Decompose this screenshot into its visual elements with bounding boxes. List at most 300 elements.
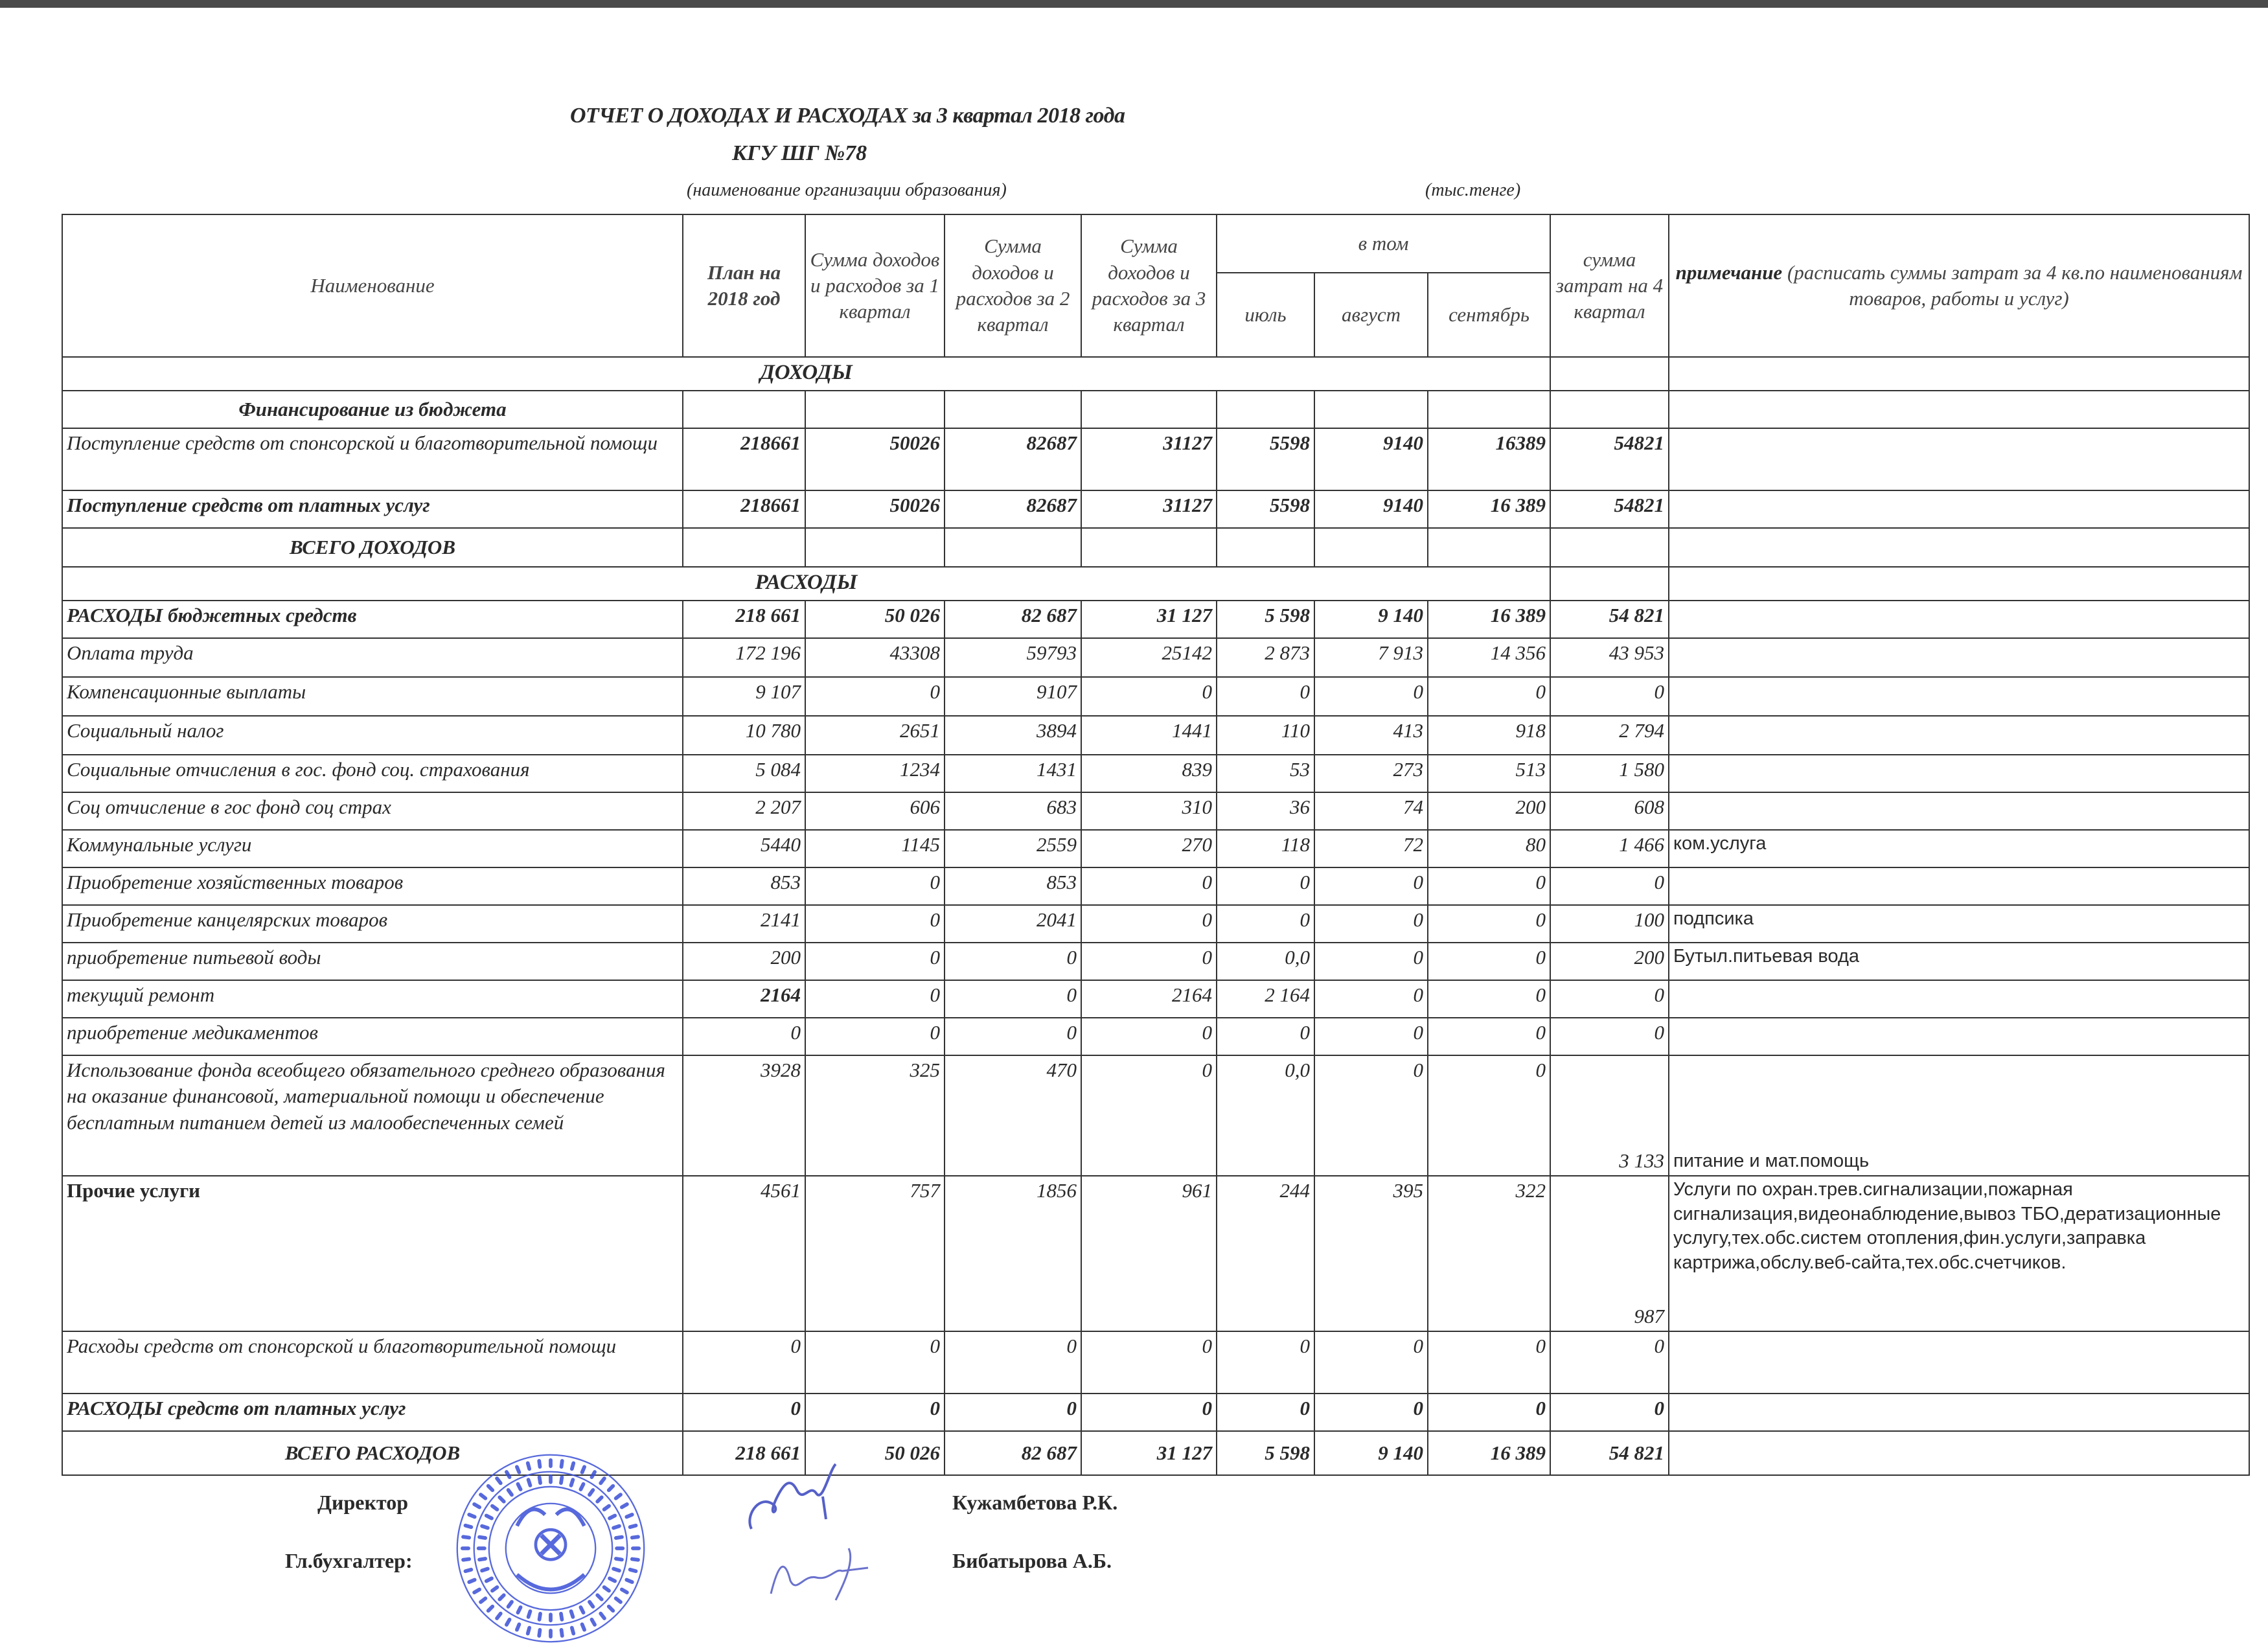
stamp-inner-ring (489, 1487, 612, 1610)
cell-q1: 50026 (805, 428, 945, 490)
cell-q4: 2 794 (1550, 716, 1669, 755)
row-note: ком.услуга (1669, 830, 2249, 867)
stamp-letter-mark (561, 1614, 562, 1620)
row-note: питание и мат.помощь (1669, 1055, 2249, 1176)
cell-q4: 54 821 (1550, 1431, 1669, 1475)
cell-q1: 43308 (805, 638, 945, 677)
table-row (62, 1018, 2249, 1055)
stamp-letter-mark (609, 1486, 613, 1491)
row-name: РАСХОДЫ бюджетных средств (62, 601, 683, 638)
stamp-letter-mark (463, 1559, 469, 1560)
section-q4-cell (1550, 567, 1669, 601)
cell-q1: 0 (805, 1394, 945, 1431)
row-name: Коммунальные услуги (62, 830, 683, 867)
cell-sep: 0 (1428, 1018, 1550, 1055)
stamp-letter-mark (604, 1506, 609, 1509)
cell-q3: 0 (1081, 867, 1217, 905)
cell-aug: 9 140 (1314, 601, 1428, 638)
header-note (1669, 214, 2249, 357)
units-label: (тыс.тенге) (1425, 180, 1521, 200)
cell-q3 (1081, 391, 1217, 428)
row-note (1669, 601, 2249, 638)
scan-edge (0, 0, 2268, 8)
accountant-label: Гл.бухгалтер: (285, 1549, 413, 1572)
cell-sep: 0 (1428, 905, 1550, 943)
cell-sep: 918 (1428, 716, 1550, 755)
section-row-expenses (62, 567, 2249, 601)
row-name: РАСХОДЫ средств от платных услуг (62, 1394, 683, 1431)
cell-aug (1314, 391, 1428, 428)
stamp-letter-mark (539, 1630, 540, 1636)
cell-q2: 9107 (945, 677, 1081, 716)
cell-jul: 0 (1217, 905, 1314, 943)
row-note (1669, 638, 2249, 677)
row-note (1669, 428, 2249, 490)
section-note-cell (1669, 567, 2249, 601)
stamp-letter-mark (488, 1486, 493, 1491)
cell-q3: 839 (1081, 755, 1217, 792)
section-title: РАСХОДЫ (62, 567, 1550, 601)
cell-q4: 200 (1550, 943, 1669, 980)
cell-jul: 36 (1217, 792, 1314, 830)
stamp-letter-mark (561, 1477, 562, 1483)
cell-plan: 200 (683, 943, 805, 980)
cell-q3: 2164 (1081, 980, 1217, 1018)
stamp-letter-mark (474, 1589, 479, 1592)
stamp-letter-mark (601, 1478, 604, 1483)
stamp-letter-mark (517, 1467, 520, 1472)
stamp-letter-mark (613, 1569, 619, 1571)
cell-q2: 82687 (945, 490, 1081, 528)
stamp-emblem-cross (542, 1535, 560, 1554)
stamp-letter-mark (507, 1620, 510, 1625)
cell-q3: 31127 (1081, 428, 1217, 490)
table-row (62, 830, 2249, 867)
cell-q2: 1431 (945, 755, 1081, 792)
table-row (62, 792, 2249, 830)
cell-aug: 395 (1314, 1176, 1428, 1331)
cell-q4: 54821 (1550, 428, 1669, 490)
cell-q2: 683 (945, 792, 1081, 830)
stamp-letter-mark (518, 1484, 520, 1489)
cell-jul: 244 (1217, 1176, 1314, 1331)
cell-aug: 0 (1314, 1018, 1428, 1055)
stamp-letter-mark (572, 1628, 573, 1634)
stamp-letter-mark (497, 1478, 501, 1483)
stamp-emblem-wings (517, 1509, 584, 1526)
stamp-letter-mark (499, 1497, 504, 1502)
table-row (62, 716, 2249, 755)
stamp-letter-mark (539, 1461, 540, 1467)
section-q4-cell (1550, 357, 1669, 391)
table-row (62, 391, 2249, 428)
cell-q2: 0 (945, 1018, 1081, 1055)
row-name: Соц отчисление в гос фонд соц страх (62, 792, 683, 830)
cell-q2: 0 (945, 943, 1081, 980)
stamp-letter-mark (630, 1570, 636, 1571)
cell-sep: 513 (1428, 755, 1550, 792)
cell-sep: 0 (1428, 980, 1550, 1018)
table-row (62, 528, 2249, 567)
table-row (62, 601, 2249, 638)
row-note (1669, 867, 2249, 905)
cell-q3: 31127 (1081, 490, 1217, 528)
cell-q2: 470 (945, 1055, 1081, 1176)
cell-sep (1428, 391, 1550, 428)
cell-jul (1217, 391, 1314, 428)
row-note (1669, 1331, 2249, 1394)
cell-sep: 200 (1428, 792, 1550, 830)
cell-plan: 9 107 (683, 677, 805, 716)
cell-jul: 110 (1217, 716, 1314, 755)
row-note (1669, 1018, 2249, 1055)
cell-aug: 413 (1314, 716, 1428, 755)
header-july: июль (1217, 273, 1314, 357)
header-name: Наименование (62, 214, 683, 357)
cell-jul: 0 (1217, 1394, 1314, 1431)
cell-plan: 2164 (683, 980, 805, 1018)
cell-q2: 0 (945, 1394, 1081, 1431)
organization-name: КГУ ШГ №78 (732, 141, 867, 165)
cell-sep: 16 389 (1428, 490, 1550, 528)
stamp-letter-mark (481, 1495, 485, 1498)
stamp-letter-mark (616, 1495, 621, 1498)
row-note: Услуги по охран.трев.сигнализации,пожарная сигнализация,видеонаблюдение,вывоз ТБО,дератизационные услугу,тех.обс.систем отопления,фин.услуги,заправка картрижа,обслу.веб-сайта,тех.обс.счетчиков. (1669, 1176, 2249, 1331)
cell-sep (1428, 528, 1550, 567)
stamp-letter-mark (488, 1607, 493, 1611)
row-note (1669, 391, 2249, 428)
stamp-letter-mark (481, 1598, 485, 1602)
cell-aug: 74 (1314, 792, 1428, 830)
cell-plan: 2141 (683, 905, 805, 943)
row-name: Компенсационные выплаты (62, 677, 683, 716)
table-row (62, 428, 2249, 490)
row-name: приобретение питьевой воды (62, 943, 683, 980)
row-name: приобретение медикаментов (62, 1018, 683, 1055)
cell-aug: 0 (1314, 980, 1428, 1018)
row-name: ВСЕГО ДОХОДОВ (62, 528, 683, 567)
cell-q1: 0 (805, 867, 945, 905)
cell-q4: 3 133 (1550, 1055, 1669, 1176)
stamp-letter-mark (492, 1587, 497, 1590)
accountant-signature (758, 1535, 881, 1607)
stamp-letter-mark (616, 1598, 621, 1602)
cell-plan (683, 528, 805, 567)
cell-aug: 9 140 (1314, 1431, 1428, 1475)
header-q1: Сумма доходов и расходов за 1 квартал (805, 214, 945, 357)
cell-plan: 218 661 (683, 1431, 805, 1475)
table-row (62, 490, 2249, 528)
stamp-middle-ring (474, 1472, 628, 1625)
stamp-letter-mark (529, 1480, 531, 1486)
cell-q4: 0 (1550, 677, 1669, 716)
header-q2: Сумма доходов и расходов за 2 квартал (945, 214, 1081, 357)
header-note-rest: (расписать суммы затрат за 4 кв.по наименованиям товаров, работы и услуг) (1787, 260, 2243, 310)
cell-jul: 5598 (1217, 428, 1314, 490)
cell-sep: 0 (1428, 1331, 1550, 1394)
stamp-letter-mark (529, 1611, 531, 1617)
row-note (1669, 755, 2249, 792)
cell-q3: 0 (1081, 943, 1217, 980)
cell-q1: 1145 (805, 830, 945, 867)
section-note-cell (1669, 357, 2249, 391)
cell-jul: 2 164 (1217, 980, 1314, 1018)
cell-plan: 218 661 (683, 601, 805, 638)
table-row (62, 905, 2249, 943)
table-row (62, 980, 2249, 1018)
stamp-letter-mark (604, 1587, 609, 1590)
cell-aug: 72 (1314, 830, 1428, 867)
row-name: Приобретение хозяйственных товаров (62, 867, 683, 905)
director-signature (739, 1458, 855, 1535)
row-note: подпсика (1669, 905, 2249, 943)
stamp-letter-mark (580, 1607, 583, 1612)
stamp-letter-mark (465, 1570, 471, 1571)
cell-q4: 1 466 (1550, 830, 1669, 867)
table-row (62, 1055, 2249, 1176)
table-row (62, 1394, 2249, 1431)
stamp-letter-mark (528, 1463, 529, 1469)
cell-jul (1217, 528, 1314, 567)
table-row (62, 638, 2249, 677)
cell-aug: 0 (1314, 1394, 1428, 1431)
stamp-letter-mark (482, 1526, 488, 1528)
organization-caption: (наименование организации образования) (687, 180, 1007, 200)
cell-q4 (1550, 391, 1669, 428)
cell-q1: 1234 (805, 755, 945, 792)
stamp-letter-mark (622, 1504, 627, 1508)
row-name: Расходы средств от спонсорской и благотворительной помощи (62, 1331, 683, 1394)
stamp-letter-mark (610, 1578, 615, 1581)
row-name: текущий ремонт (62, 980, 683, 1018)
cell-q4: 54 821 (1550, 601, 1669, 638)
stamp-letter-mark (597, 1497, 602, 1502)
table-row (62, 1176, 2249, 1331)
stamp-letter-mark (610, 1515, 615, 1518)
cell-q4: 0 (1550, 980, 1669, 1018)
cell-plan: 4561 (683, 1176, 805, 1331)
cell-q2: 82687 (945, 428, 1081, 490)
header-months-group: в том (1217, 214, 1550, 273)
cell-plan: 853 (683, 867, 805, 905)
stamp-letter-mark (580, 1484, 583, 1489)
cell-q1: 0 (805, 943, 945, 980)
stamp-emblem-ring (506, 1504, 595, 1593)
cell-q1: 0 (805, 1018, 945, 1055)
table-row (62, 943, 2249, 980)
row-note: Бутыл.питьевая вода (1669, 943, 2249, 980)
row-name: Использование фонда всеобщего обязательного среднего образования на оказание финансовой, материальной помощи и обеспечение бесплатным питанием детей из малообеспеченных семей (62, 1055, 683, 1176)
stamp-letter-mark (499, 1595, 504, 1600)
cell-aug: 0 (1314, 677, 1428, 716)
cell-aug: 0 (1314, 867, 1428, 905)
row-name: Прочие услуги (62, 1176, 683, 1331)
stamp-letter-mark (590, 1490, 593, 1495)
header-row (62, 214, 2249, 273)
stamp-letter-mark (479, 1537, 485, 1538)
cell-aug: 273 (1314, 755, 1428, 792)
cell-sep: 0 (1428, 943, 1550, 980)
row-name: Социальные отчисления в гос. фонд соц. страхования (62, 755, 683, 792)
cell-q3: 961 (1081, 1176, 1217, 1331)
cell-jul: 118 (1217, 830, 1314, 867)
cell-q3 (1081, 528, 1217, 567)
cell-q1: 757 (805, 1176, 945, 1331)
cell-sep: 0 (1428, 1055, 1550, 1176)
cell-q4 (1550, 528, 1669, 567)
cell-aug: 0 (1314, 1331, 1428, 1394)
cell-q3: 31 127 (1081, 601, 1217, 638)
cell-sep: 322 (1428, 1176, 1550, 1331)
row-note (1669, 716, 2249, 755)
cell-q1: 50 026 (805, 601, 945, 638)
cell-q3: 0 (1081, 677, 1217, 716)
stamp-letter-mark (632, 1559, 638, 1560)
cell-q1: 50 026 (805, 1431, 945, 1475)
stamp-letter-mark (509, 1602, 512, 1607)
cell-q1: 0 (805, 980, 945, 1018)
director-name: Кужамбетова Р.К. (952, 1491, 1118, 1514)
cell-q3: 0 (1081, 905, 1217, 943)
cell-q2: 1856 (945, 1176, 1081, 1331)
row-note (1669, 528, 2249, 567)
cell-q4: 54821 (1550, 490, 1669, 528)
cell-q2: 0 (945, 1331, 1081, 1394)
cell-q3: 1441 (1081, 716, 1217, 755)
cell-q4: 1 580 (1550, 755, 1669, 792)
stamp-letter-mark (601, 1614, 604, 1618)
cell-plan: 10 780 (683, 716, 805, 755)
cell-plan: 218661 (683, 428, 805, 490)
table-row (62, 1331, 2249, 1394)
row-name: Социальный налог (62, 716, 683, 755)
stamp-letter-mark (582, 1467, 585, 1472)
cell-jul: 0 (1217, 1018, 1314, 1055)
cell-jul: 0 (1217, 1331, 1314, 1394)
cell-q3: 0 (1081, 1055, 1217, 1176)
header-q4: сумма затрат на 4 квартал (1550, 214, 1669, 357)
stamp-letter-mark (469, 1515, 474, 1517)
cell-q3: 31 127 (1081, 1431, 1217, 1475)
header-plan: План на 2018 год (683, 214, 805, 357)
cell-aug: 0 (1314, 1055, 1428, 1176)
stamp-letter-mark (507, 1472, 510, 1477)
stamp-letter-mark (613, 1526, 619, 1528)
stamp-letter-mark (487, 1578, 492, 1581)
cell-aug: 0 (1314, 943, 1428, 980)
director-label: Директор (317, 1491, 408, 1514)
cell-plan: 172 196 (683, 638, 805, 677)
cell-plan: 5 084 (683, 755, 805, 792)
cell-plan: 0 (683, 1394, 805, 1431)
accountant-name: Бибатырова А.Б. (952, 1549, 1112, 1572)
stamp-letter-mark (609, 1607, 613, 1611)
cell-jul: 0,0 (1217, 1055, 1314, 1176)
stamp-letter-mark (630, 1526, 636, 1527)
cell-sep: 16389 (1428, 428, 1550, 490)
cell-q2 (945, 391, 1081, 428)
cell-sep: 16 389 (1428, 1431, 1550, 1475)
stamp-letter-mark (528, 1628, 529, 1634)
cell-aug: 0 (1314, 905, 1428, 943)
stamp-letter-mark (497, 1614, 501, 1618)
stamp-letter-mark (517, 1624, 520, 1629)
cell-q2: 2041 (945, 905, 1081, 943)
cell-jul: 5 598 (1217, 1431, 1314, 1475)
cell-q2: 0 (945, 980, 1081, 1018)
cell-q2: 82 687 (945, 1431, 1081, 1475)
stamp-letter-mark (616, 1537, 622, 1538)
cell-jul: 2 873 (1217, 638, 1314, 677)
cell-q1: 0 (805, 677, 945, 716)
cell-q2: 59793 (945, 638, 1081, 677)
row-name: Финансирование из бюджета (62, 391, 683, 428)
cell-q1: 325 (805, 1055, 945, 1176)
stamp-letter-mark (582, 1624, 585, 1629)
cell-q1 (805, 391, 945, 428)
cell-plan: 218661 (683, 490, 805, 528)
cell-jul: 0 (1217, 867, 1314, 905)
cell-plan: 3928 (683, 1055, 805, 1176)
cell-sep: 14 356 (1428, 638, 1550, 677)
stamp-letter-mark (597, 1595, 602, 1600)
row-note (1669, 490, 2249, 528)
cell-q3: 270 (1081, 830, 1217, 867)
row-name: ВСЕГО РАСХОДОВ (62, 1431, 683, 1475)
stamp-letter-mark (487, 1515, 492, 1518)
stamp-letter-mark (590, 1602, 593, 1607)
cell-q3: 310 (1081, 792, 1217, 830)
section-title: ДОХОДЫ (62, 357, 1550, 391)
stamp-letter-mark (591, 1620, 595, 1625)
stamp-letter-mark (469, 1580, 474, 1583)
table-row (62, 867, 2249, 905)
cell-q1: 0 (805, 1331, 945, 1394)
cell-plan: 0 (683, 1331, 805, 1394)
stamp-letter-mark (465, 1526, 471, 1527)
cell-jul: 5598 (1217, 490, 1314, 528)
cell-sep: 0 (1428, 1394, 1550, 1431)
cell-q4: 100 (1550, 905, 1669, 943)
cell-q2: 3894 (945, 716, 1081, 755)
header-q3: Сумма доходов и расходов за 3 квартал (1081, 214, 1217, 357)
cell-q2: 853 (945, 867, 1081, 905)
cell-q2 (945, 528, 1081, 567)
cell-q4: 987 (1550, 1176, 1669, 1331)
row-note (1669, 1431, 2249, 1475)
cell-sep: 0 (1428, 867, 1550, 905)
cell-q4: 0 (1550, 1331, 1669, 1394)
cell-plan: 5440 (683, 830, 805, 867)
cell-jul: 0 (1217, 677, 1314, 716)
row-note (1669, 1394, 2249, 1431)
cell-q3: 0 (1081, 1018, 1217, 1055)
cell-q1: 606 (805, 792, 945, 830)
cell-q1: 2651 (805, 716, 945, 755)
stamp-letter-mark (571, 1611, 573, 1617)
cell-jul: 5 598 (1217, 601, 1314, 638)
row-note (1669, 980, 2249, 1018)
stamp-letter-mark (572, 1463, 573, 1469)
cell-q4: 0 (1550, 1018, 1669, 1055)
stamp-letter-mark (518, 1607, 520, 1612)
cell-aug: 9140 (1314, 490, 1428, 528)
row-name: Поступление средств от спонсорской и благотворительной помощи (62, 428, 683, 490)
cell-sep: 0 (1428, 677, 1550, 716)
stamp-letter-mark (591, 1472, 595, 1477)
cell-jul: 0,0 (1217, 943, 1314, 980)
report-table (62, 214, 2250, 1476)
